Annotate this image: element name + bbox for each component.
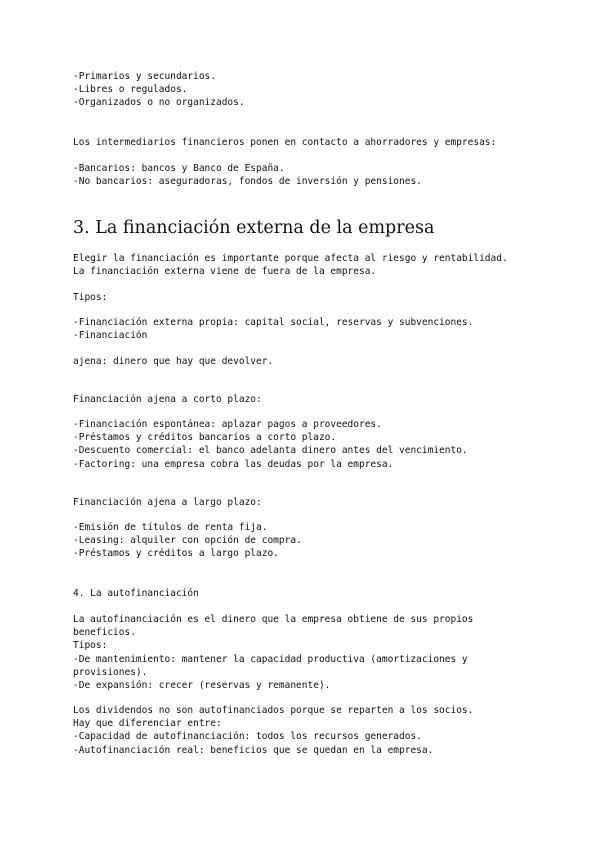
intermediaries-list	[73, 162, 533, 188]
market-types-list	[73, 70, 533, 110]
paragraph-line: beneficios.	[73, 627, 136, 639]
list-item: -Libres o regulados.	[73, 84, 188, 96]
dividends-body	[73, 704, 533, 757]
paragraph-line: Los dividendos no son autofinanciados porque se reparten a los socios.	[73, 705, 474, 716]
list-item: -Factoring: una empresa cobra las deudas por la empresa.	[73, 458, 394, 470]
list-item: -Préstamos y créditos bancarios a corto plazo.	[73, 432, 337, 444]
short-term-list	[73, 418, 533, 471]
list-item: -Emisión de títulos de renta fija.	[73, 522, 268, 533]
ajena-definition: ajena: dinero que hay que devolver.	[73, 356, 274, 367]
paragraph-line: La financiación externa viene de fuera de la empresa.	[73, 266, 377, 278]
list-item: -Préstamos y créditos a largo plazo.	[73, 548, 279, 560]
long-term-title: Financiación ajena a largo plazo:	[73, 497, 262, 508]
list-item: -No bancarios: aseguradoras, fondos de inversión y pensiones.	[73, 176, 422, 188]
section-4-title: 4. La autofinanciación	[73, 588, 199, 599]
section-3-intro	[73, 252, 533, 278]
list-item: -Primarios y secundarios.	[73, 71, 216, 82]
short-term-title: Financiación ajena a corto plazo:	[73, 394, 262, 405]
paragraph-line: La autofinanciación es el dinero que la empresa obtiene de sus propios	[73, 614, 474, 625]
list-item: -Capacidad de autofinanciación: todos los recursos generados.	[73, 731, 422, 743]
list-item: -Financiación espontánea: aplazar pagos a proveedores.	[73, 419, 382, 430]
list-item: -Autofinanciación real: beneficios que se quedan en la empresa.	[73, 744, 434, 756]
section-4-body	[73, 613, 533, 692]
paragraph-line: Tipos:	[73, 640, 108, 652]
financing-types-list	[73, 316, 533, 342]
intermediaries-intro: Los intermediarios financieros ponen en contacto a ahorradores y empresas:	[73, 137, 497, 148]
long-term-list	[73, 521, 533, 561]
list-item: -De expansión: crecer (reservas y remanente).	[73, 680, 331, 692]
list-item: -Financiación	[73, 330, 148, 342]
list-item: provisiones).	[73, 666, 148, 678]
list-item: -Leasing: alquiler con opción de compra.	[73, 535, 302, 547]
list-item: -Descuento comercial: el banco adelanta dinero antes del vencimiento.	[73, 445, 468, 457]
tipos-label: Tipos:	[73, 292, 108, 303]
list-item: -Financiación externa propia: capital social, reservas y subvenciones.	[73, 317, 474, 328]
list-item: -Bancarios: bancos y Banco de España.	[73, 163, 285, 174]
list-item: -Organizados o no organizados.	[73, 97, 245, 109]
paragraph-line: Hay que diferenciar entre:	[73, 718, 222, 730]
list-item: -De mantenimiento: mantener la capacidad productiva (amortizaciones y	[73, 653, 468, 665]
paragraph-line: Elegir la financiación es importante porque afecta al riesgo y rentabilidad.	[73, 253, 508, 264]
section-3-title: 3. La financiación externa de la empresa	[73, 218, 435, 238]
